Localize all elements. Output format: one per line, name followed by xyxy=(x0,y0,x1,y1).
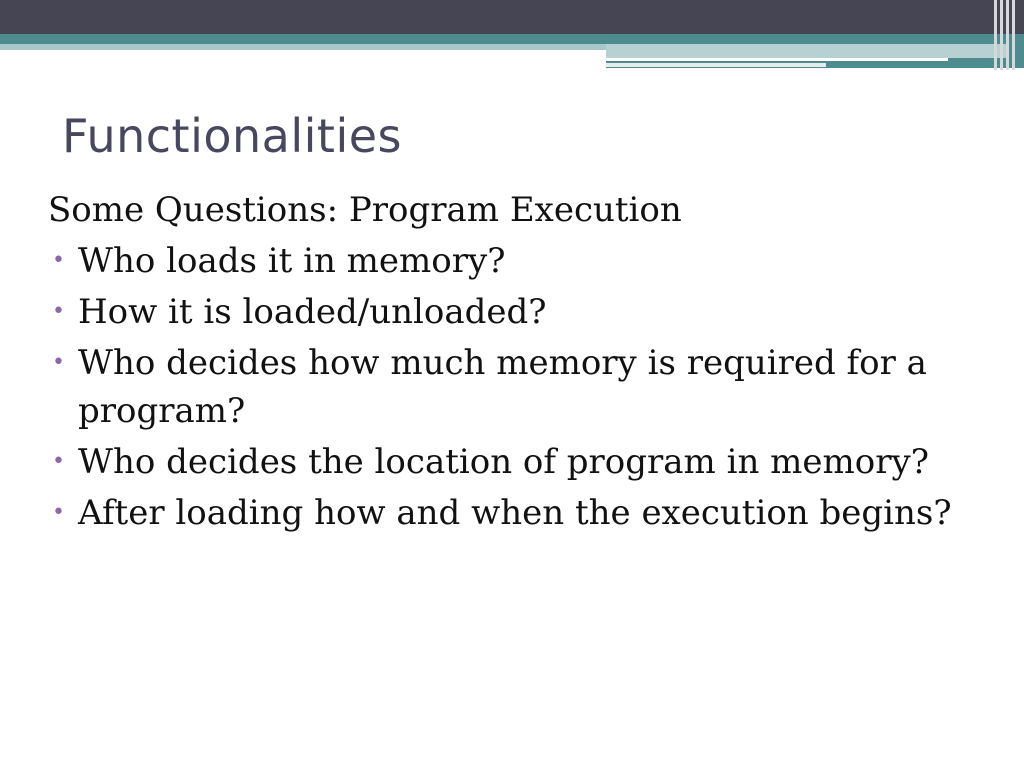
list-item-text: How it is loaded/unloaded? xyxy=(78,292,547,332)
header-right-line xyxy=(606,63,826,67)
header-stripe xyxy=(1012,0,1015,70)
list-item-text: After loading how and when the execution begins? xyxy=(78,493,952,533)
list-item xyxy=(48,438,988,486)
slide-subheading: Some Questions: Program Execution xyxy=(48,190,682,230)
slide-title: Functionalities xyxy=(62,109,402,163)
header-teal-band xyxy=(0,34,1024,44)
header-stripe xyxy=(1006,0,1009,70)
bullet-dot-icon: • xyxy=(52,248,65,273)
header-stripe xyxy=(994,0,997,70)
header-right-line xyxy=(606,58,948,61)
slide-body xyxy=(48,186,988,540)
list-item-text: Who loads it in memory? xyxy=(78,241,506,281)
list-item xyxy=(48,339,988,435)
header-dark-band xyxy=(0,0,1024,34)
header-right-inner xyxy=(606,44,1006,58)
list-item-text: Who decides how much memory is required for a program? xyxy=(78,343,927,431)
list-item-text: Who decides the location of program in memory? xyxy=(78,442,929,482)
bullet-dot-icon: • xyxy=(52,500,65,525)
bullet-dot-icon: • xyxy=(52,350,65,375)
list-item xyxy=(48,288,988,336)
list-item xyxy=(48,237,988,285)
bullet-dot-icon: • xyxy=(52,299,65,324)
list-item xyxy=(48,489,988,537)
bullet-list xyxy=(48,237,988,537)
header-teal-light-band xyxy=(0,44,606,50)
header-stripe xyxy=(1000,0,1003,70)
bullet-dot-icon: • xyxy=(52,449,65,474)
header-stripes xyxy=(992,0,1024,70)
